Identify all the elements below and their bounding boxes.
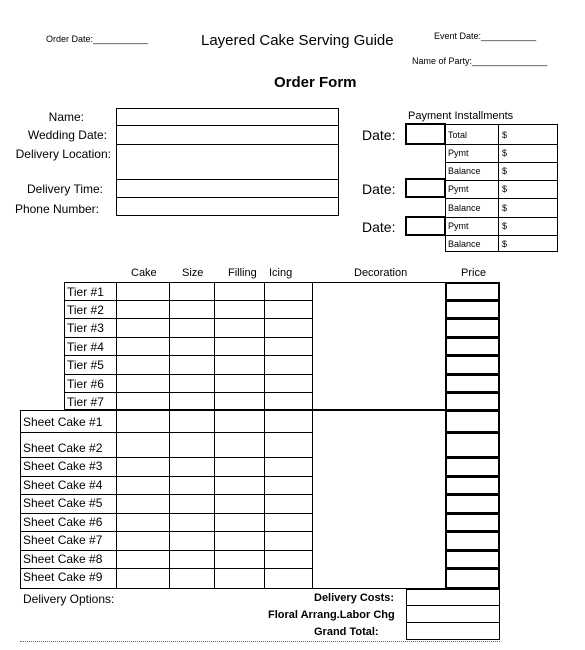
price-cell[interactable] (445, 476, 500, 495)
payment-date-2-field[interactable] (405, 178, 446, 198)
tier-3-label: Tier #3 (67, 321, 104, 335)
sheet-cake-1-label: Sheet Cake #1 (23, 415, 103, 429)
payment-pymt-1-label: Pymt (448, 148, 469, 158)
payment-date-3-field[interactable] (405, 216, 446, 236)
currency-sign: $ (502, 184, 508, 194)
price-cell[interactable] (445, 513, 500, 532)
payment-installments-heading: Payment Installments (408, 110, 514, 122)
tier-6-label: Tier #6 (67, 377, 104, 391)
currency-sign: $ (502, 203, 508, 213)
phone-field[interactable] (117, 198, 338, 215)
sheet-cake-5-label: Sheet Cake #5 (23, 496, 103, 510)
payment-date-1-field[interactable] (405, 123, 446, 145)
currency-sign: $ (502, 166, 508, 176)
floral-labor-label: Floral Arrang.Labor Chg (268, 609, 395, 621)
order-form-title: Order Form (274, 74, 357, 91)
payment-date-3-label: Date: (362, 219, 396, 235)
price-cell[interactable] (445, 282, 500, 301)
column-header-cake: Cake (131, 267, 157, 279)
name-label: Name: (48, 110, 84, 124)
payment-total-label: Total (448, 130, 468, 140)
payment-date-1-label: Date: (362, 127, 396, 143)
sheet-cake-8-label: Sheet Cake #8 (23, 552, 103, 566)
currency-sign: $ (502, 148, 508, 158)
price-cell[interactable] (445, 568, 500, 589)
price-cell[interactable] (445, 355, 500, 375)
price-cell[interactable] (445, 457, 500, 477)
delivery-time-field[interactable] (117, 180, 338, 196)
price-cell[interactable] (445, 337, 500, 356)
price-cell[interactable] (445, 550, 500, 569)
delivery-options-label: Delivery Options: (23, 592, 115, 606)
price-cell[interactable] (445, 300, 500, 319)
currency-sign: $ (502, 221, 508, 231)
payment-balance-2-label: Balance (448, 203, 481, 213)
payment-pymt-2-label: Pymt (448, 184, 469, 194)
wedding-date-field[interactable] (117, 126, 338, 143)
sheet-cake-3-label: Sheet Cake #3 (23, 459, 103, 473)
price-cell[interactable] (445, 410, 500, 433)
sheet-cake-2-label: Sheet Cake #2 (23, 441, 103, 455)
party-name-label: Name of Party:_______________ (412, 56, 548, 66)
column-header-icing: Icing (269, 267, 293, 279)
grand-total-label: Grand Total: (314, 626, 379, 638)
event-date-label: Event Date:___________ (434, 31, 537, 41)
price-cell[interactable] (445, 432, 500, 458)
footer-rule (20, 641, 500, 642)
delivery-time-label: Delivery Time: (26, 182, 103, 196)
phone-label: Phone Number: (14, 202, 99, 216)
name-field[interactable] (117, 109, 338, 124)
tier-1-label: Tier #1 (67, 285, 104, 299)
price-cell[interactable] (445, 531, 500, 551)
tier-4-label: Tier #4 (67, 340, 104, 354)
tier-7-label: Tier #7 (67, 395, 104, 409)
currency-sign: $ (502, 130, 508, 140)
wedding-date-label: Wedding Date: (27, 128, 107, 142)
payment-balance-3-label: Balance (448, 239, 481, 249)
delivery-location-label: Delivery Location: (15, 147, 111, 161)
floral-labor-field[interactable] (406, 605, 500, 623)
column-header-size: Size (182, 267, 204, 279)
sheet-cake-9-label: Sheet Cake #9 (23, 570, 103, 584)
sheet-cake-7-label: Sheet Cake #7 (23, 533, 103, 547)
tier-5-label: Tier #5 (67, 358, 104, 372)
page-title: Layered Cake Serving Guide (201, 32, 394, 49)
price-cell[interactable] (445, 392, 500, 411)
currency-sign: $ (502, 239, 508, 249)
column-header-decoration: Decoration (354, 267, 408, 279)
column-header-filling: Filling (228, 267, 257, 279)
payment-pymt-3-label: Pymt (448, 221, 469, 231)
sheet-cake-6-label: Sheet Cake #6 (23, 515, 103, 529)
column-header-price: Price (461, 267, 487, 279)
payment-date-2-label: Date: (362, 181, 396, 197)
payment-balance-1-label: Balance (448, 166, 481, 176)
order-date-label: Order Date:___________ (46, 34, 149, 44)
price-cell[interactable] (445, 494, 500, 514)
tier-table (64, 282, 500, 410)
grand-total-field[interactable] (406, 622, 500, 640)
tier-2-label: Tier #2 (67, 303, 104, 317)
delivery-costs-label: Delivery Costs: (314, 592, 395, 604)
delivery-costs-field[interactable] (406, 589, 500, 606)
price-cell[interactable] (445, 374, 500, 393)
sheet-cake-4-label: Sheet Cake #4 (23, 478, 103, 492)
price-cell[interactable] (445, 318, 500, 338)
delivery-location-field[interactable] (117, 145, 338, 178)
